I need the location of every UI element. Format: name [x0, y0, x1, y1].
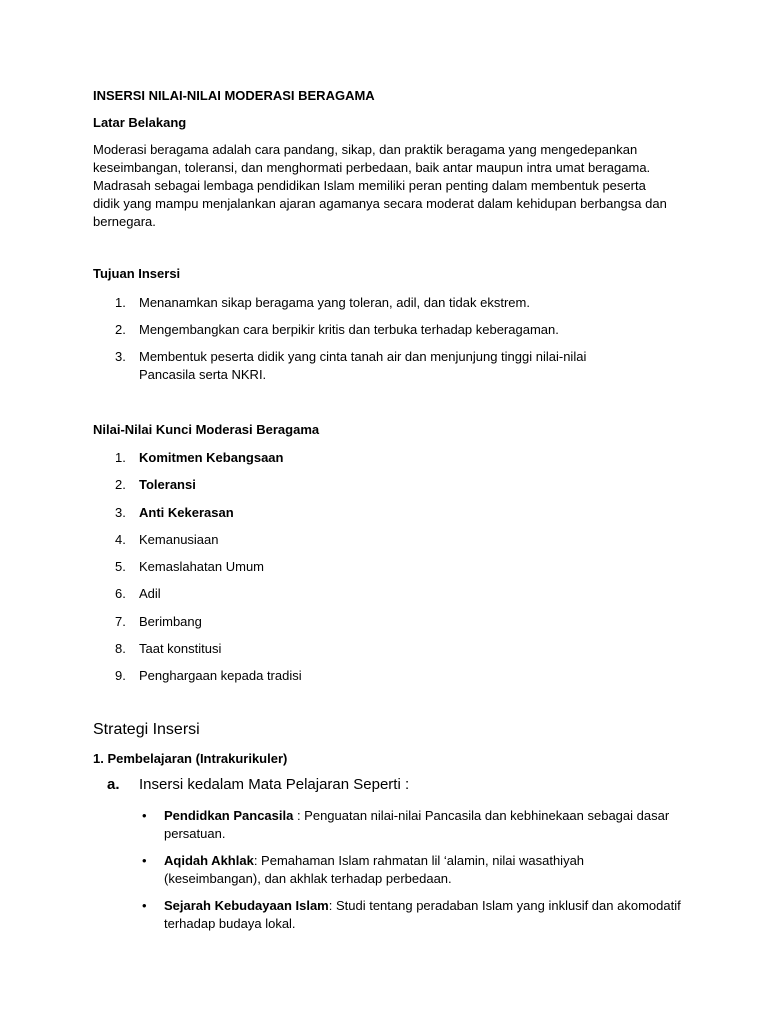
- bullet-label: Pendidkan Pancasila: [164, 808, 294, 823]
- nilai-item: [93, 558, 673, 576]
- nilai-list: [93, 449, 673, 685]
- subject-bullet-item: [93, 852, 683, 888]
- subject-bullet-item: [93, 897, 683, 933]
- list-number: 5.: [115, 559, 126, 575]
- list-item-text: Membentuk peserta didik yang cinta tanah air dan menjunjung tinggi nilai-nilai Pancasila serta NKRI.: [139, 349, 587, 382]
- nilai-item: [93, 476, 673, 494]
- nilai-item: [93, 531, 673, 549]
- list-number: 1.: [115, 295, 126, 310]
- list-item-text: Mengembangkan cara berpikir kritis dan terbuka terhadap keberagaman.: [139, 322, 559, 337]
- subject-bullet-list: [93, 807, 683, 933]
- list-item-text: Komitmen Kebangsaan: [139, 450, 284, 465]
- list-item-text: Adil: [139, 586, 161, 602]
- list-item-text: Berimbang: [139, 613, 202, 629]
- latar-belakang-paragraph: Moderasi beragama adalah cara pandang, sikap, dan praktik beragama yang mengedepankan keseimbangan, toleransi, dan menghormati perbedaan, baik antar maupun intra umat beragama. Madrasah sebagai lembaga pendidikan Islam memiliki peran penting dalam membentuk peserta didik yang mampu menjalankan ajaran agamanya secara moderat dalam kehidupan berbangsa dan bernegara.: [93, 142, 667, 229]
- bullet-icon: •: [142, 853, 147, 868]
- list-number: 6.: [115, 586, 126, 602]
- nilai-item: [93, 449, 673, 467]
- bullet-icon: •: [142, 898, 147, 913]
- latar-belakang-heading: Latar Belakang: [93, 115, 187, 130]
- list-number: 8.: [115, 641, 126, 657]
- list-number: 7.: [115, 613, 126, 629]
- bullet-label: Aqidah Akhlak: [164, 853, 254, 868]
- pembelajaran-subheading: 1. Pembelajaran (Intrakurikuler): [93, 751, 288, 766]
- nilai-item: [93, 613, 673, 631]
- nilai-heading: Nilai-Nilai Kunci Moderasi Beragama: [93, 422, 320, 437]
- strategi-heading: Strategi Insersi: [93, 721, 200, 738]
- list-item-text: Kemanusiaan: [139, 531, 219, 547]
- bullet-icon: •: [142, 808, 147, 823]
- tujuan-item: [93, 321, 673, 339]
- tujuan-heading: Tujuan Insersi: [93, 266, 181, 281]
- list-item-text: Taat konstitusi: [139, 641, 222, 657]
- nilai-item: [93, 640, 673, 658]
- tujuan-item: [93, 294, 673, 312]
- nilai-item: [93, 667, 673, 685]
- nilai-item: [93, 504, 673, 522]
- document-title: INSERSI NILAI-NILAI MODERASI BERAGAMA: [93, 88, 375, 103]
- alpha-letter: a.: [107, 776, 120, 793]
- tujuan-item: [93, 348, 609, 384]
- bullet-label: Sejarah Kebudayaan Islam: [164, 898, 329, 913]
- list-number: 4.: [115, 531, 126, 547]
- list-item-text: Penghargaan kepada tradisi: [139, 668, 302, 684]
- list-number: 1.: [115, 450, 126, 465]
- list-item-text: Toleransi: [139, 477, 196, 493]
- list-number: 2.: [115, 322, 126, 337]
- bullet-text: : Penguatan nilai-nilai Pancasila dan kebhinekaan sebagai dasar persatuan.: [164, 808, 670, 841]
- subject-bullet-item: [93, 807, 683, 843]
- nilai-item: [93, 585, 673, 603]
- tujuan-list: [93, 294, 673, 384]
- list-item-text: Menanamkan sikap beragama yang toleran, adil, dan tidak ekstrem.: [139, 295, 530, 310]
- list-number: 2.: [115, 477, 126, 493]
- list-number: 3.: [115, 349, 126, 364]
- list-item-text: Kemaslahatan Umum: [139, 559, 264, 575]
- bullet-text: : Pemahaman Islam rahmatan lil ‘alamin, nilai wasathiyah (keseimbangan), dan akhlak terhadap perbedaan.: [164, 853, 585, 886]
- list-item-text: Anti Kekerasan: [139, 504, 234, 520]
- list-number: 9.: [115, 668, 126, 684]
- bullet-text: : Studi tentang peradaban Islam yang inklusif dan akomodatif terhadap budaya lokal.: [164, 898, 681, 931]
- list-number: 3.: [115, 504, 126, 520]
- alpha-text: Insersi kedalam Mata Pelajaran Seperti :: [139, 776, 410, 793]
